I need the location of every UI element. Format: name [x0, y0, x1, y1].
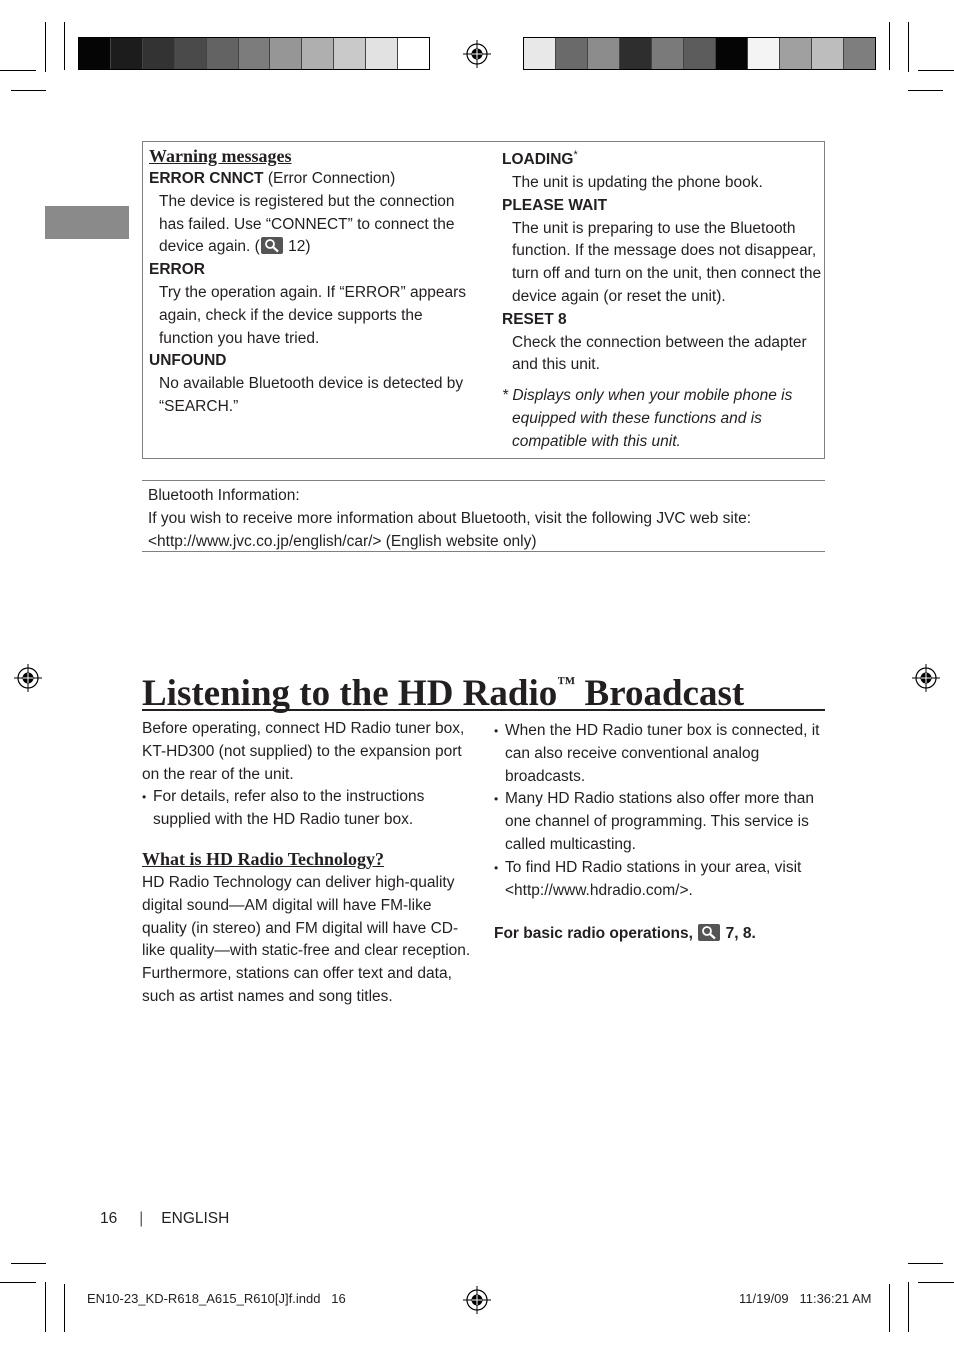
- color-swatch: [270, 38, 302, 69]
- color-swatch: [556, 38, 588, 69]
- page-reference: 7, 8.: [725, 925, 756, 943]
- page-footer: [100, 1208, 229, 1230]
- crop-mark: [908, 1282, 909, 1332]
- color-swatch: [524, 38, 556, 69]
- color-swatch: [780, 38, 812, 69]
- crop-mark: [64, 22, 65, 70]
- color-swatch: [175, 38, 207, 69]
- grayscale-color-bar: [78, 37, 430, 70]
- color-swatch: [588, 38, 620, 69]
- trademark-symbol: ™: [557, 673, 576, 693]
- color-swatch: [398, 38, 429, 69]
- color-swatch: [143, 38, 175, 69]
- registration-mark-icon: [463, 40, 491, 68]
- section-title: Listening to the HD Radio™ Broadcast: [142, 658, 825, 711]
- warning-entry: [149, 168, 479, 191]
- footnote-mark: *: [573, 149, 578, 161]
- warning-description: The unit is updating the phone book.: [512, 173, 763, 191]
- color-swatch: [684, 38, 716, 69]
- hd-radio-paragraph: HD Radio Technology can deliver high-quality digital sound—AM digital will have FM-like quality (in stereo) and FM digital will have CD-like quality—with static-free and clear reception. Furthermore, stations can offer text and data, such as artist names and song titles.: [142, 873, 471, 1005]
- color-swatch: [716, 38, 748, 69]
- magnifier-icon: [261, 237, 283, 254]
- crop-mark: [0, 1282, 36, 1283]
- crop-mark: [908, 22, 909, 72]
- warning-term: ERROR CNNCT: [149, 170, 264, 187]
- subheading: What is HD Radio Technology?: [142, 848, 385, 869]
- list-item: • Many HD Radio stations also offer more than one channel of programming. This service is called multicasting.: [494, 788, 824, 856]
- warning-term: RESET 8: [502, 310, 567, 328]
- warning-right-column: [502, 144, 822, 454]
- color-swatch: [302, 38, 334, 69]
- color-swatch: [748, 38, 780, 69]
- color-swatch: [239, 38, 271, 69]
- list-item: • To find HD Radio stations in your area, visit <http://www.hdradio.com/>.: [494, 857, 824, 903]
- bluetooth-info: [142, 480, 825, 552]
- warning-entry: [502, 144, 822, 172]
- intro-paragraph: Before operating, connect HD Radio tuner box, KT-HD300 (not supplied) to the expansion port on the rear of the unit.: [142, 720, 465, 783]
- color-swatch: [79, 38, 111, 69]
- tone-color-bar: [523, 37, 876, 70]
- registration-mark-icon: [463, 1286, 491, 1314]
- basic-operations-reference: For basic radio operations, 7, 8.: [494, 925, 756, 943]
- color-swatch: [620, 38, 652, 69]
- crop-mark: [11, 1263, 46, 1264]
- crop-mark: [918, 1282, 954, 1283]
- color-swatch: [812, 38, 844, 69]
- crop-mark: [11, 90, 46, 91]
- print-slug-file: EN10-23_KD-R618_A615_R610[J]f.indd 16: [87, 1291, 346, 1306]
- registration-mark-icon: [14, 664, 42, 692]
- color-swatch: [844, 38, 875, 69]
- warning-description: Check the connection between the adapter and this unit.: [512, 333, 807, 374]
- page-number: 16: [100, 1210, 118, 1227]
- warning-title: Warning messages: [149, 146, 292, 166]
- crop-mark: [908, 1263, 943, 1264]
- footnote: * Displays only when your mobile phone is equipped with these functions and is compatible with this unit.: [502, 387, 793, 450]
- warning-term: ERROR: [149, 261, 205, 279]
- footer-separator: |: [139, 1210, 144, 1227]
- list-item: • When the HD Radio tuner box is connected, it can also receive conventional analog broadcasts.: [494, 720, 824, 788]
- warning-description: Try the operation again. If “ERROR” appears again, check if the device supports the function you have tried.: [159, 283, 466, 347]
- bluetooth-info-text: If you wish to receive more information about Bluetooth, visit the following JVC web site:: [148, 510, 752, 527]
- magnifier-icon: [698, 924, 720, 941]
- crop-mark: [908, 90, 943, 91]
- body-right-column: [494, 720, 824, 946]
- warning-left-column: [149, 144, 479, 419]
- body-left-column: [142, 718, 472, 1009]
- crop-mark: [918, 70, 954, 71]
- crop-mark: [64, 1284, 65, 1332]
- registration-mark-icon: [912, 664, 940, 692]
- intro-bullet: • For details, refer also to the instructions supplied with the HD Radio tuner box.: [142, 786, 472, 832]
- color-swatch: [207, 38, 239, 69]
- crop-mark: [889, 22, 890, 70]
- color-swatch: [366, 38, 398, 69]
- warning-description: The device is registered but the connection has failed. Use “CONNECT” to connect the device again. ( 12): [159, 192, 455, 256]
- warning-term: UNFOUND: [149, 352, 227, 370]
- color-swatch: [111, 38, 143, 69]
- bluetooth-info-label: Bluetooth Information:: [148, 487, 300, 504]
- crop-mark: [889, 1284, 890, 1332]
- warning-messages-box: [142, 141, 825, 459]
- warning-term-note: (Error Connection): [267, 170, 396, 187]
- footer-language: ENGLISH: [161, 1210, 230, 1227]
- language-tab-block: [45, 206, 129, 239]
- crop-mark: [45, 1282, 46, 1332]
- crop-mark: [0, 70, 36, 71]
- page-reference: 12): [288, 238, 311, 256]
- warning-description: No available Bluetooth device is detected by “SEARCH.”: [159, 375, 464, 415]
- print-slug-date: 11/19/09 11:36:21 AM: [739, 1291, 872, 1306]
- color-swatch: [334, 38, 366, 69]
- crop-mark: [45, 22, 46, 72]
- warning-term: LOADING: [502, 151, 574, 169]
- color-swatch: [652, 38, 684, 69]
- warning-description: The unit is preparing to use the Bluetooth function. If the message does not disappear, turn off and turn on the unit, then connect the device again (or reset the unit).: [512, 219, 822, 305]
- bluetooth-info-url[interactable]: <http://www.jvc.co.jp/english/car/> (English website only): [148, 533, 537, 550]
- warning-term: PLEASE WAIT: [502, 196, 608, 214]
